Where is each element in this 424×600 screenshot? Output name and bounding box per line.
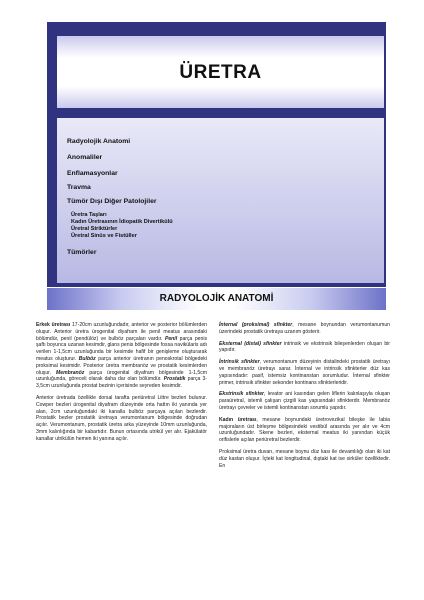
text-run: 17-20cm uzunluğundadır, anterior ve posterior bölümlerden oluşur. Anterior üretra ürogenital diyafram ile penil meatus arasındaki bölümdür, penil (pendülöz) ve bulböz parçaları vardır. (36, 322, 207, 342)
toc-item-enflamasyonlar[interactable]: Enflamasyonlar (67, 170, 118, 177)
toc-subitem-uretra-taslari[interactable]: Üretra Taşları (71, 212, 107, 218)
emphasis-term: İntrinsik sfinkter (219, 359, 260, 366)
emphasis-term: Membranöz (56, 369, 85, 376)
paragraph (219, 417, 390, 444)
paragraph (219, 391, 390, 411)
paragraph (36, 322, 207, 390)
section-header (47, 288, 386, 310)
emphasis-term: Penil (164, 335, 178, 342)
toc-subitem-strikturler[interactable]: Üretral Striktürler (71, 226, 118, 232)
text-run: , mesane boynundaki üretrovezikal bileşke ile labia majoraların üst birleşme bölgesindeki vestibül arasında yer alır ve 4cm uzunluğundadır. Skene bezleri, eksternal meatus iki yanından küçük orifislerle açılan periüretral bezlerdir. (219, 416, 390, 444)
emphasis-term: Kadın üretrası (219, 416, 257, 423)
emphasis-term: Eksternal (distal) sfinkter (219, 340, 282, 347)
toc-item-anomaliler[interactable]: Anomaliler (67, 154, 103, 161)
section-title: RADYOLOJİK ANATOMİ (159, 293, 274, 304)
left-column (36, 322, 207, 448)
text-run: intrinsik ve ekstrinsik bileşenlerden oluşan bir yapıdır. (219, 340, 390, 354)
paragraph (36, 395, 207, 443)
toc-item-tumor-disi[interactable]: Tümör Dışı Diğer Patolojiler (67, 198, 157, 205)
toc-subitem-sinus-fistul[interactable]: Üretral Sinüs ve Fistüller (71, 233, 137, 239)
table-of-contents (57, 118, 384, 283)
text-run: Anterior üretrada özellikle dorsal tarafta periüretral Littre bezleri bulunur. Cowper bezleri ürogenital diyafram düzeyinde orta hattın iki yanında yer alan, 2cm uzunluğundaki iki kanalla bulböz parçaya açılan bezlerdir. Prostatik bezler prostatik üretraya verumontanum bölgesinde doğrudan açılır. Verumontanum, prostatik üretra arka yüzeyinde 10mm uzunluğunda, 3mm kalınlığında bir kabartıdır. Bunun ortasında utrikül yer alır. Ejakülatör kanallar utrikülün hemen iki yanına açılır. (36, 394, 207, 442)
emphasis-term: Prostatik (163, 376, 186, 383)
right-column (219, 322, 390, 474)
page-title: ÜRETRA (179, 62, 262, 83)
paragraph (219, 449, 390, 469)
text-run: , mesane boynundan verumontanumun üzerindeki prostatik üretraya uzanım gösterir. (219, 322, 390, 335)
text-run: , verumontanum düzeyinin distalindeki prostatik üretrayı ve membranöz üretrayı sarar. İnternal ve intrinsik sfinkterler düz kas yapısındadır: pasif, istemsiz kontinanstan sorumludur. İnternal sfinkter primer, intrinsik sfinkter sekonder kontinans sfinkterleridir. (219, 359, 390, 386)
toc-subitem-divertikul[interactable]: Kadın Üretrasının İdiopatik Divertikülü (71, 219, 173, 225)
paragraph (219, 359, 390, 386)
paragraph (219, 341, 390, 355)
text-run: parça penis şaftı boyunca uzanan kesimdir, glans penis bölgesinde fossa navikülaris adı verilen 1-1,5cm uzunluğunda bir kesimde hafif bir genişleme oluşturarak meatus oluşturur. (36, 335, 208, 362)
emphasis-term: Bulböz (78, 355, 96, 362)
toc-item-travma[interactable]: Travma (67, 184, 91, 191)
text-run: Proksimal üretra duvarı, mesane boynu düz kası ile devamlılığı olan iki kat düz kastan oluşur. İçteki kat longitudinal, dıştaki kat ise sirküler özelliktedir. En (219, 448, 390, 469)
text-run: parça 3-3,5cm uzunluğunda prostat bezinin içerisinde seyreden kesimdir. (36, 376, 207, 390)
title-band (57, 36, 384, 108)
toc-item-radyolojik-anatomi[interactable]: Radyolojik Anatomi (67, 138, 131, 145)
text-run: parça anterior üretranın penoskrotal bölgedeki proksimal kesimidir. Posterior üretra membranöz ve prostatik kesimlerden oluşur. (36, 355, 207, 376)
text-run: , levator ani kasından gelen liflerin kalınlaşıyla oluşan paraüretral, istemli çalışan çizgili kas yapısındaki sfinkterdir. Membranöz üretrayı çevreler ve istemli kontinanstan sorumlu yapıdır. (219, 391, 390, 411)
paragraph (219, 322, 390, 336)
toc-item-tumorler[interactable]: Tümörler (67, 249, 97, 256)
emphasis-term: İnternal (proksimal) sfinkter (219, 322, 293, 328)
emphasis-term: Ekstrinsik sfinkter (219, 391, 265, 398)
emphasis-term: Erkek üretrası (36, 322, 71, 328)
text-run: parça ürogenital diyafram bölgesinde 1-1,5cm uzunluğunda, göreceli olarak daha dar olan bölümdür. (36, 369, 207, 383)
